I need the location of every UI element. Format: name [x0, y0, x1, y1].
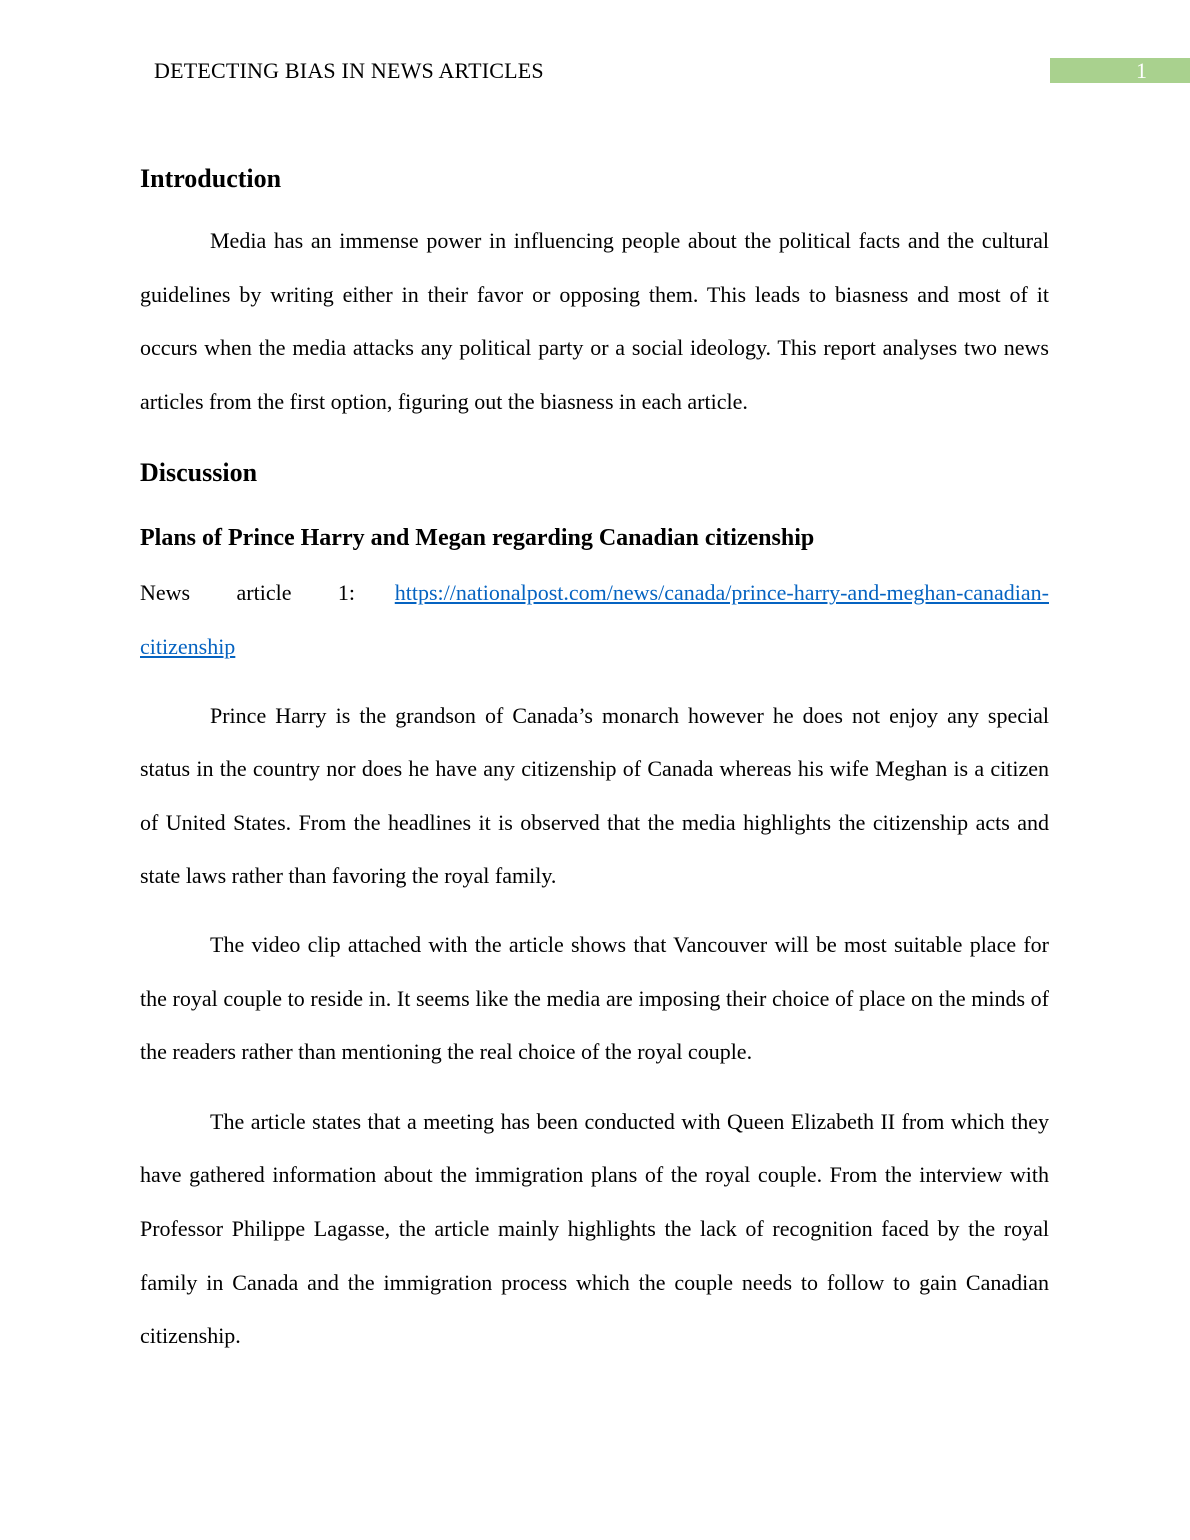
running-head: DETECTING BIAS IN NEWS ARTICLES [154, 58, 544, 83]
page-number: 1 [1136, 58, 1147, 83]
discussion-heading: Discussion [140, 458, 258, 488]
discussion-paragraph-2: The video clip attached with the article shows that Vancouver will be most suitable place for the royal couple to reside in. It seems like the media are imposing their choice of place on the minds of the readers rather than mentioning the real choice of the royal couple. [140, 931, 1049, 1065]
news-article-link[interactable]: https://nationalpost.com/news/canada/prince-harry-and-meghan-canadian- [394, 580, 1049, 606]
news-article-line [140, 566, 1049, 620]
document-body [140, 160, 1049, 1363]
introduction-paragraph: Media has an immense power in influencing people about the political facts and the cultural guidelines by writing either in their favor or opposing them. This leads to biasness and most of it occurs when the media attacks any political party or a social ideology. This report analyses two news articles from the first option, figuring out the biasness in each article. [140, 228, 1049, 414]
article-subheading: Plans of Prince Harry and Megan regarding Canadian citizenship [140, 525, 815, 552]
label-word-news: News [140, 580, 191, 606]
label-word-article: article [236, 580, 292, 606]
news-article-label [140, 566, 355, 620]
page-number-box [1050, 58, 1190, 83]
news-article-link-continued[interactable]: citizenship [140, 633, 236, 659]
label-word-number: 1: [337, 580, 355, 606]
news-article-reference [140, 566, 1049, 673]
discussion-paragraph-3: The article states that a meeting has been conducted with Queen Elizabeth II from which they have gathered information about the immigration plans of the royal couple. From the interview with Professor Philippe Lagasse, the article mainly highlights the lack of recognition faced by the royal family in Canada and the immigration process which the couple needs to follow to gain Canadian citizenship. [140, 1108, 1049, 1349]
discussion-paragraph-1: Prince Harry is the grandson of Canada’s monarch however he does not enjoy any special status in the country nor does he have any citizenship of Canada whereas his wife Meghan is a citizen of United States. From the headlines it is observed that the media highlights the citizenship acts and state laws rather than favoring the royal family. [140, 702, 1049, 889]
introduction-heading: Introduction [140, 164, 282, 193]
